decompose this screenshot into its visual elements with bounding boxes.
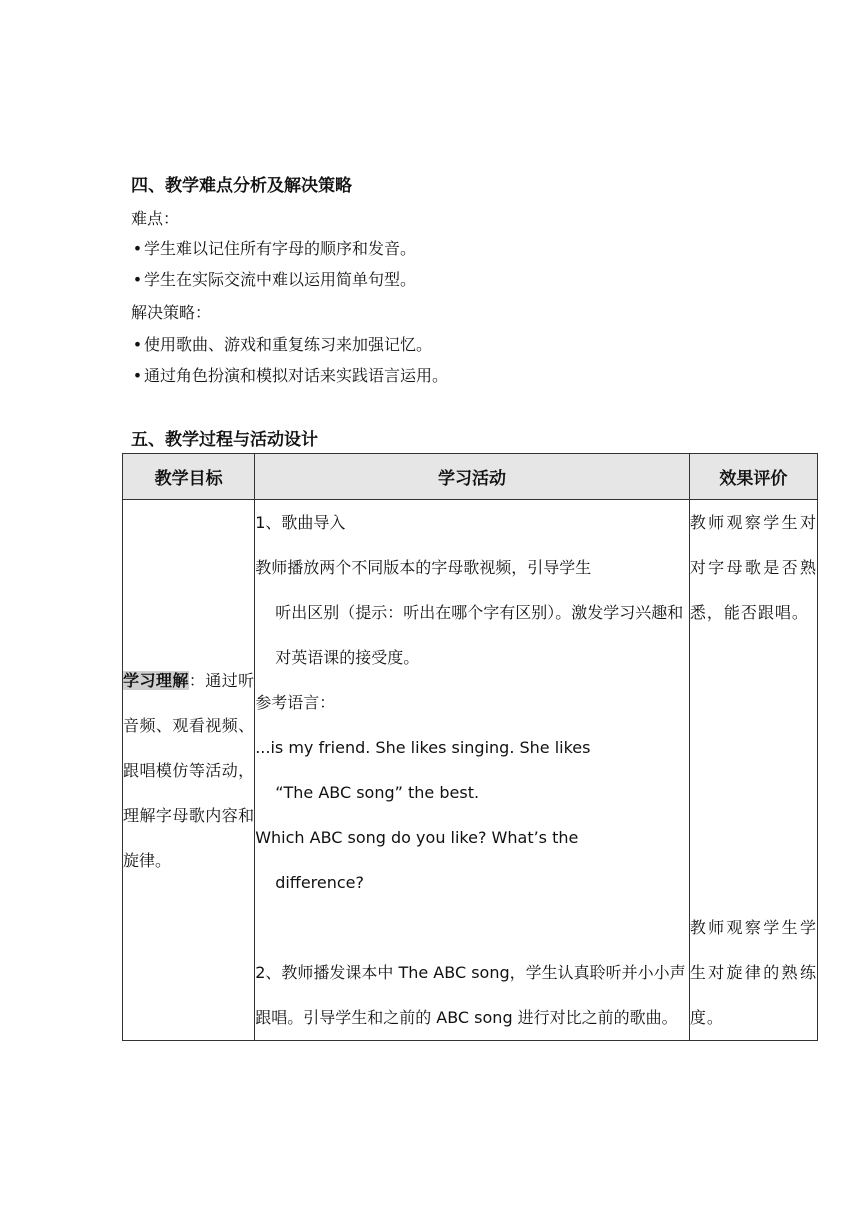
ref-line1: ...is my friend. She likes singing. She likes: [255, 738, 591, 757]
strategy-label: 解决策略：: [131, 303, 212, 322]
bullet: •: [132, 239, 143, 258]
bullet: •: [132, 335, 143, 354]
activity1-desc-rest: 听出区别（提示：听出在哪个字有区别）。激发学习兴趣和对英语课的接受度。: [275, 603, 684, 667]
strategy-item-1: • 使用歌曲、游戏和重复练习来加强记忆。: [132, 335, 433, 354]
ref-label: 参考语言：: [255, 693, 336, 712]
evaluation-1: 教师观察学生对对字母歌是否熟悉，能否跟唱。: [689, 513, 817, 622]
bullet: •: [132, 270, 143, 289]
ref-line2: Which ABC song do you like? What’s the: [255, 828, 579, 847]
activity-cell: [255, 500, 690, 1041]
objective-cell: [123, 500, 255, 1041]
activity1-heading: 1、歌曲导入: [255, 513, 346, 532]
activity1-desc: 教师播放两个不同版本的字母歌视频，引导学生: [255, 558, 592, 577]
activity2-text: 2、教师播发课本中 The ABC song，学生认真聆听并小小声跟唱。引导学生和之前的 ABC song 进行对比之前的歌曲。: [255, 963, 686, 1027]
section5-title: 五、教学过程与活动设计: [131, 430, 318, 450]
header-activity: 学习活动: [255, 454, 690, 500]
difficulty-item-2: • 学生在实际交流中难以运用简单句型。: [132, 270, 417, 289]
header-objective: 教学目标: [123, 454, 255, 500]
table-row: [123, 500, 818, 1041]
header-evaluation: 效果评价: [689, 454, 817, 500]
ref-line2-cont: difference?: [275, 873, 364, 892]
section4-title: 四、教学难点分析及解决策略: [131, 176, 352, 196]
strategy-item-2: • 通过角色扮演和模拟对话来实践语言运用。: [132, 366, 449, 385]
ref-line1-cont: “The ABC song” the best.: [275, 783, 480, 802]
evaluation-cell: [689, 500, 817, 1041]
objective-text: ：通过听音频、观看视频、跟唱模仿等活动，理解字母歌内容和旋律。: [123, 670, 255, 870]
difficulty-label: 难点：: [131, 209, 180, 228]
evaluation-2: 教师观察学生学生对旋律的熟练度。: [689, 918, 817, 1027]
objective-highlight: 学习理解: [123, 670, 189, 690]
table-header-row: [123, 454, 818, 500]
lesson-table: [122, 453, 818, 1041]
difficulty-item-1: • 学生难以记住所有字母的顺序和发音。: [132, 239, 417, 258]
bullet: •: [132, 366, 143, 385]
